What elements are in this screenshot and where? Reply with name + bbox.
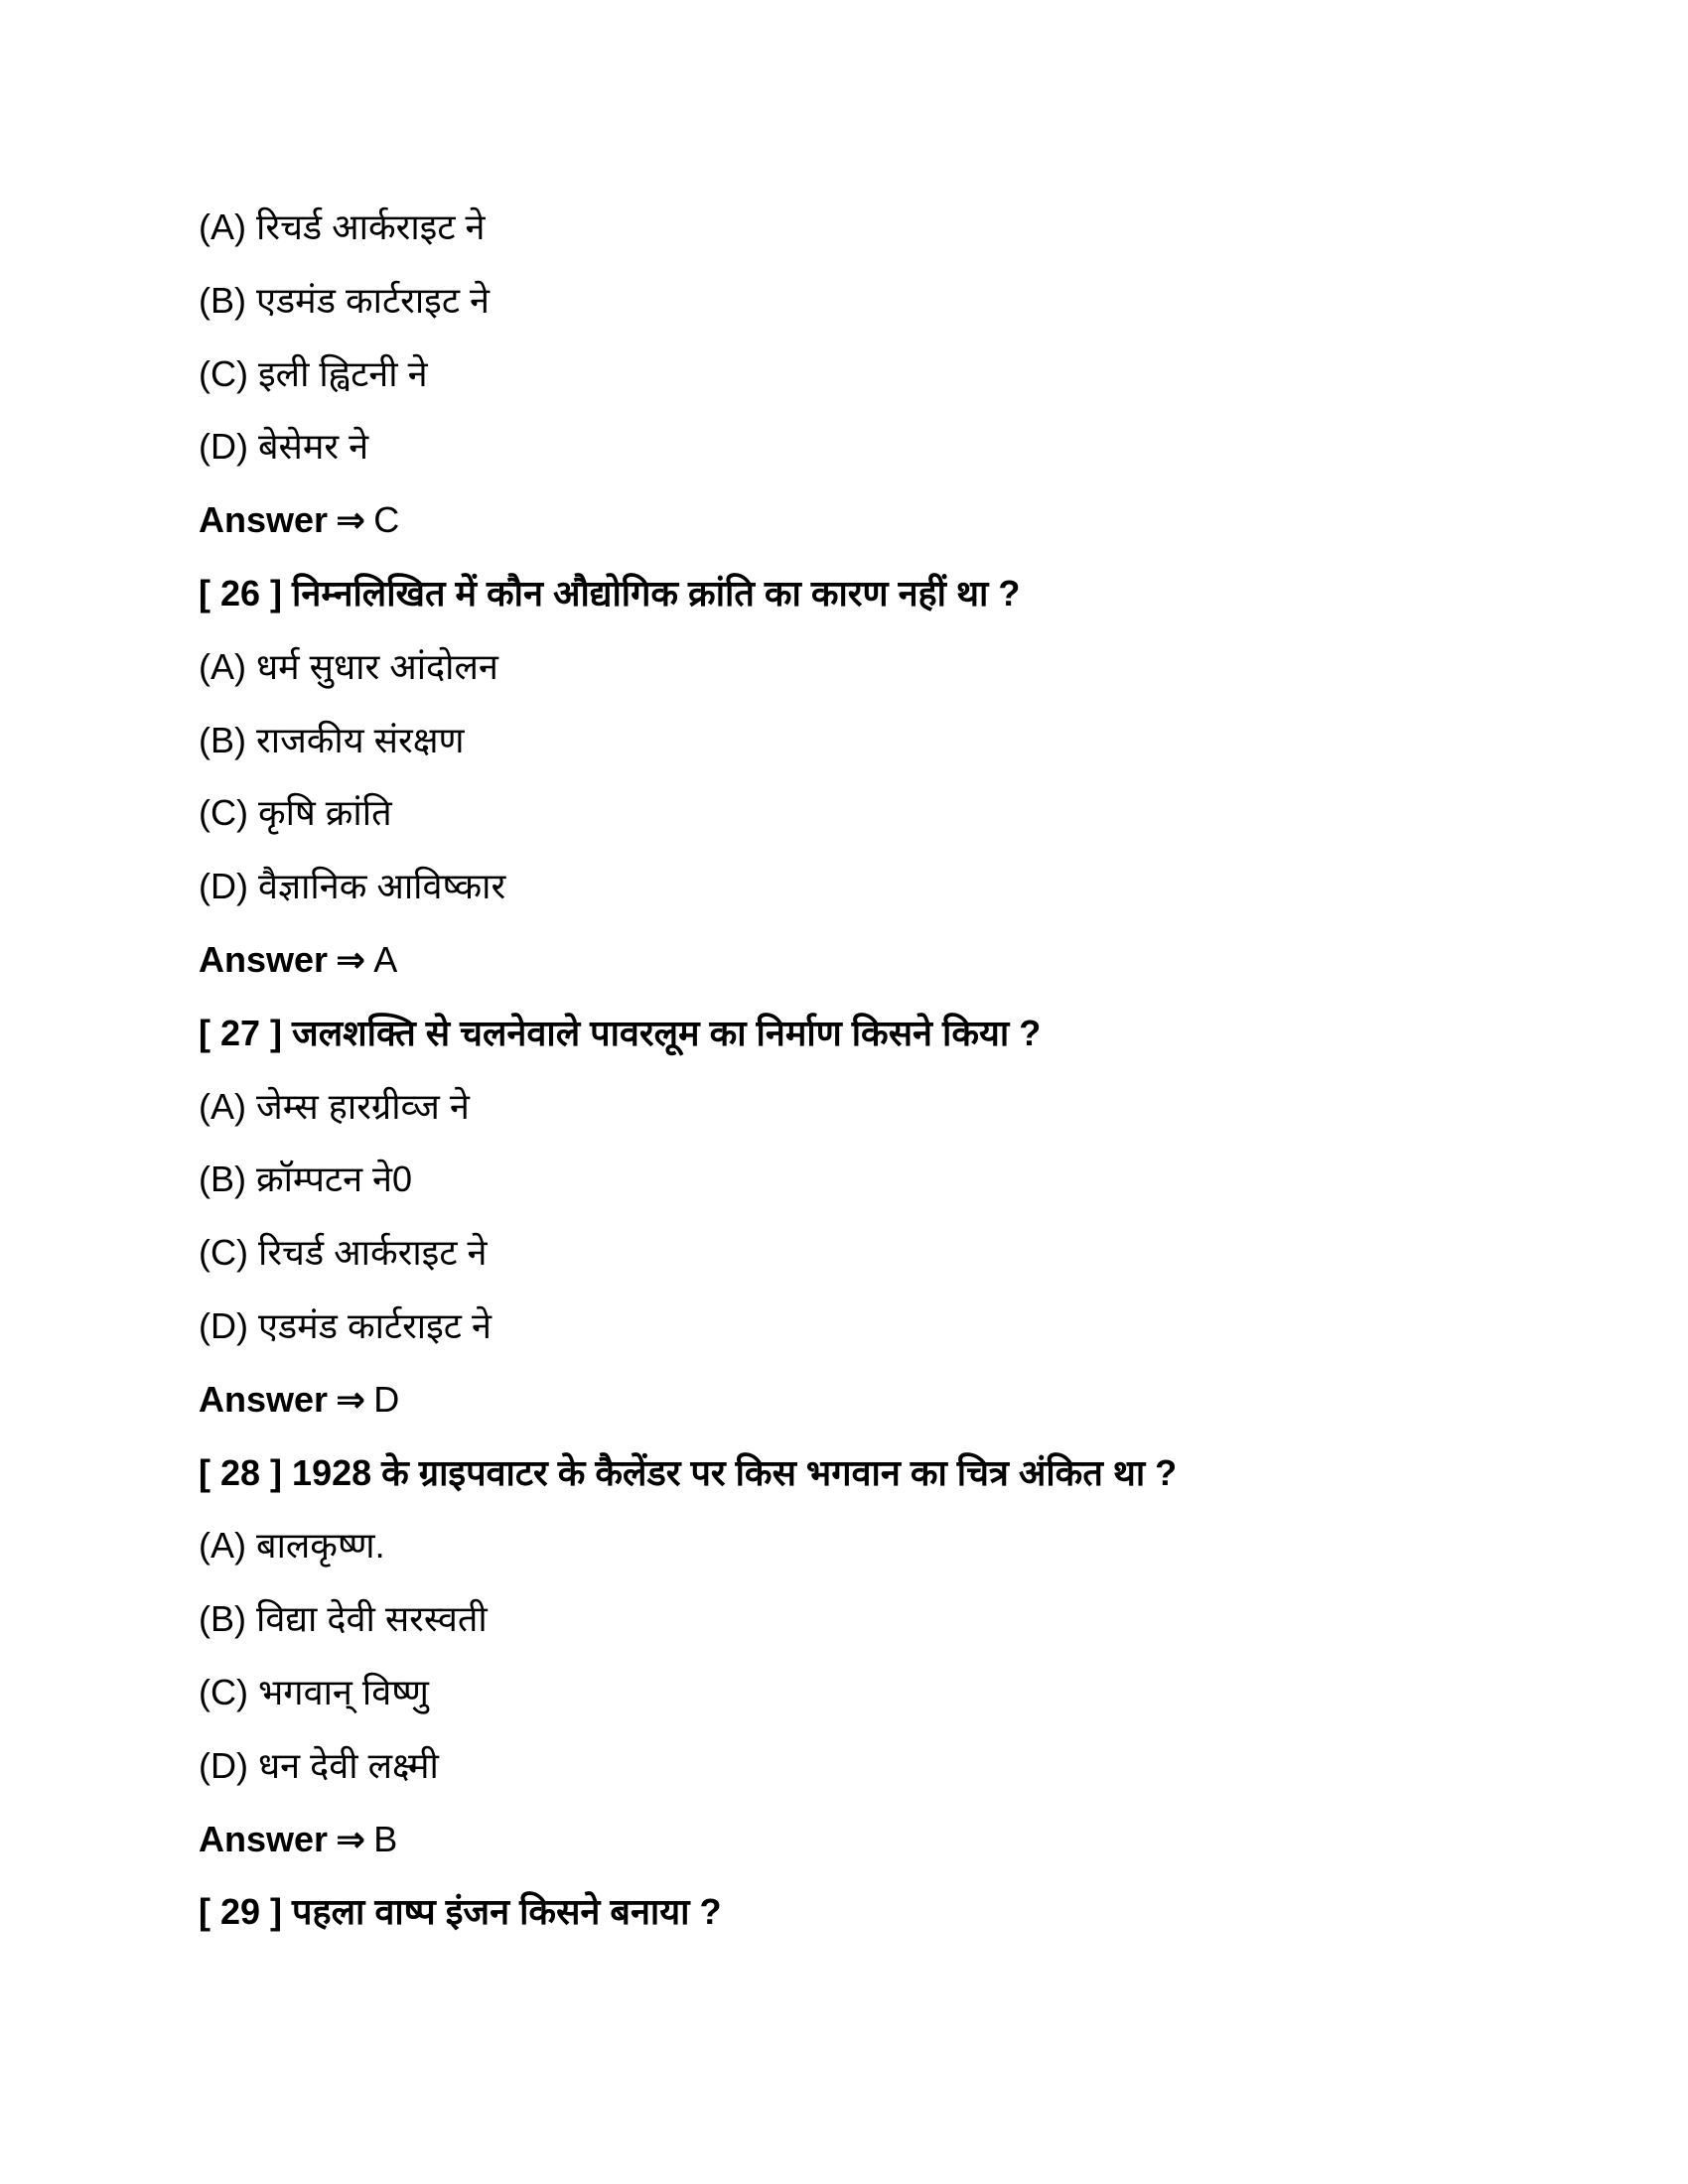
option-text: बेसेमर ने bbox=[258, 426, 369, 467]
option-text: राजकीय संरक्षण bbox=[256, 720, 465, 760]
question-27 bbox=[199, 1009, 1041, 1058]
option-a bbox=[199, 203, 485, 252]
option-c bbox=[199, 788, 392, 838]
option-label: (C) bbox=[199, 1232, 248, 1273]
option-text: एडमंड कार्टराइट ने bbox=[256, 280, 490, 321]
answer-label: Answer bbox=[199, 939, 329, 980]
option-text: इली ह्विटनी ने bbox=[258, 353, 428, 394]
answer-value: B bbox=[373, 1819, 398, 1859]
question-29 bbox=[199, 1887, 721, 1937]
option-label: (B) bbox=[199, 1159, 246, 1199]
option-text: जेम्स हारग्रीव्ज ने bbox=[256, 1086, 470, 1127]
answer-line bbox=[199, 1375, 399, 1425]
option-label: (B) bbox=[199, 280, 246, 321]
question-number: [ 27 ] bbox=[199, 1013, 283, 1053]
option-d bbox=[199, 1741, 439, 1791]
answer-value: C bbox=[373, 499, 400, 540]
answer-value: A bbox=[373, 939, 398, 980]
option-label: (D) bbox=[199, 866, 248, 906]
option-b bbox=[199, 1155, 412, 1204]
option-d bbox=[199, 422, 368, 472]
option-text: भगवान् विष्णु bbox=[258, 1672, 429, 1712]
option-text: धन देवी लक्ष्मी bbox=[258, 1745, 439, 1786]
option-label: (B) bbox=[199, 720, 246, 760]
right-double-arrow-icon: ⇒ bbox=[336, 499, 366, 540]
option-text: बालकृष्ण. bbox=[256, 1525, 385, 1566]
option-text: रिचर्ड आर्कराइट ने bbox=[256, 206, 486, 247]
question-number: [ 28 ] bbox=[199, 1452, 283, 1493]
option-label: (B) bbox=[199, 1598, 246, 1639]
answer-label: Answer bbox=[199, 1379, 329, 1420]
option-b bbox=[199, 1594, 488, 1644]
option-label: (C) bbox=[199, 792, 248, 833]
answer-label: Answer bbox=[199, 499, 329, 540]
option-c bbox=[199, 1228, 487, 1278]
option-label: (C) bbox=[199, 1672, 248, 1712]
right-double-arrow-icon: ⇒ bbox=[336, 1379, 366, 1420]
option-c bbox=[199, 1668, 429, 1717]
answer-label: Answer bbox=[199, 1819, 329, 1859]
option-label: (C) bbox=[199, 353, 248, 394]
question-number: [ 29 ] bbox=[199, 1891, 283, 1932]
option-label: (A) bbox=[199, 1525, 246, 1566]
option-d bbox=[199, 862, 505, 911]
option-label: (A) bbox=[199, 206, 246, 247]
answer-value: D bbox=[373, 1379, 400, 1420]
option-label: (D) bbox=[199, 426, 248, 467]
option-text: एडमंड कार्टराइट ने bbox=[258, 1305, 492, 1346]
right-double-arrow-icon: ⇒ bbox=[336, 939, 366, 980]
answer-line bbox=[199, 935, 397, 985]
question-text: जलशक्ति से चलनेवाले पावरलूम का निर्माण किसने किया ? bbox=[292, 1013, 1042, 1053]
option-label: (D) bbox=[199, 1745, 248, 1786]
question-number: [ 26 ] bbox=[199, 573, 283, 614]
option-text: धर्म सुधार आंदोलन bbox=[256, 646, 498, 687]
question-28 bbox=[199, 1448, 1177, 1498]
right-double-arrow-icon: ⇒ bbox=[336, 1819, 366, 1859]
option-label: (A) bbox=[199, 1086, 246, 1127]
option-text: विद्या देवी सरस्वती bbox=[256, 1598, 488, 1639]
option-text: क्रॉम्पटन ने0 bbox=[256, 1159, 413, 1199]
question-text: 1928 के ग्राइपवाटर के कैलेंडर पर किस भगवान का चित्र अंकित था ? bbox=[292, 1452, 1178, 1493]
option-a bbox=[199, 1521, 385, 1570]
question-text: पहला वाष्प इंजन किसने बनाया ? bbox=[292, 1891, 722, 1932]
question-26 bbox=[199, 569, 1020, 618]
question-text: निम्नलिखित में कौन औद्योगिक क्रांति का कारण नहीं था ? bbox=[292, 573, 1021, 614]
option-label: (D) bbox=[199, 1305, 248, 1346]
answer-line bbox=[199, 1815, 397, 1864]
option-c bbox=[199, 349, 428, 399]
option-b bbox=[199, 716, 465, 765]
option-text: रिचर्ड आर्कराइट ने bbox=[258, 1232, 488, 1273]
option-text: वैज्ञानिक आविष्कार bbox=[258, 866, 506, 906]
option-d bbox=[199, 1301, 492, 1351]
option-a bbox=[199, 1082, 470, 1132]
option-text: कृषि क्रांति bbox=[258, 792, 392, 833]
option-a bbox=[199, 642, 498, 692]
answer-line bbox=[199, 495, 399, 545]
option-label: (A) bbox=[199, 646, 246, 687]
option-b bbox=[199, 276, 490, 326]
